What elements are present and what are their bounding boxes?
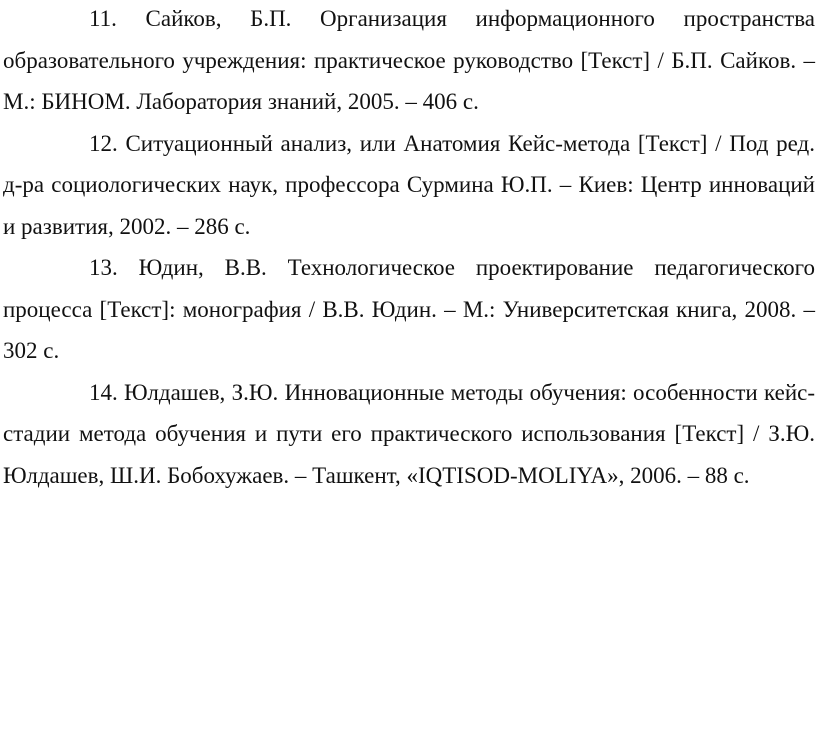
reference-item-13: 13. Юдин, В.В. Технологическое проектирование педагогического процесса [Текст]: монография / В.В. Юдин. – М.: Университетская книга, 2008. – 302 с. [3,255,815,363]
reference-item-14: 14. Юлдашев, З.Ю. Инновационные методы обучения: особенности кейс-стадии метода обучения и пути его практического использования [Текст] / З.Ю. Юлдашев, Ш.И. Бобохужаев. – Ташкент, «IQTISOD-MOLIYA», 2006. – 88 с. [3,379,815,488]
reference-item-12: 12. Ситуационный анализ, или Анатомия Кейс-метода [Текст] / Под ред. д-ра социологических наук, профессора Сурмина Ю.П. – Киев: Центр инноваций и развития, 2002. – 286 с. [3,130,815,239]
reference-item-11: 11. Сайков, Б.П. Организация информационного пространства образовательного учреждения: практическое руководство [Текст] / Б.П. Сайков. – М.: БИНОМ. Лаборатория знаний, 2005. – 406 с. [3,6,815,114]
